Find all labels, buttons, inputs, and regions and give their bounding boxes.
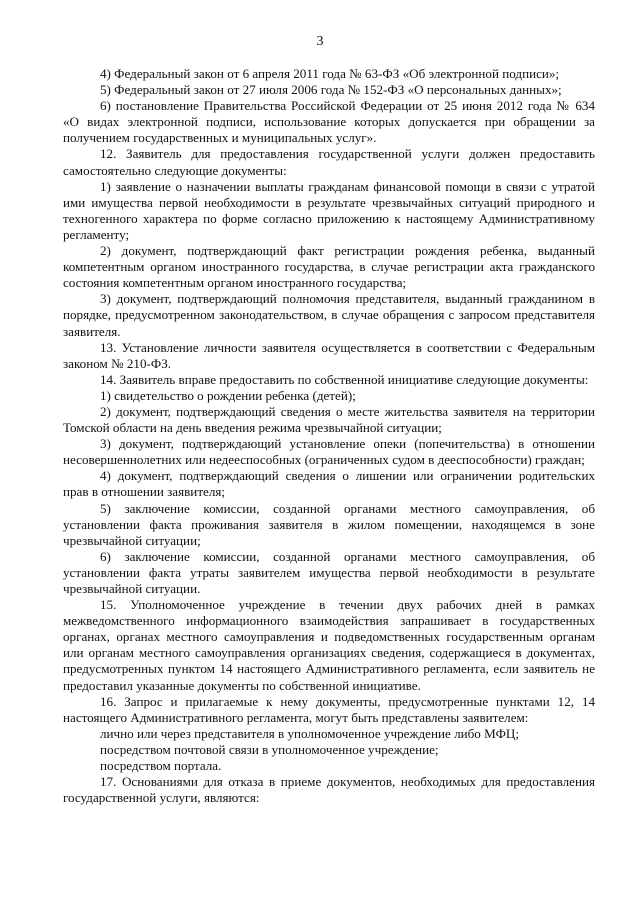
paragraph-14-item-5: 5) заключение комиссии, созданной органами местного самоуправления, об установлении факта проживания заявителя в жилом помещении, находящемся в зоне чрезвычайной ситуации;	[63, 500, 595, 548]
paragraph-law-152fz: 5) Федеральный закон от 27 июля 2006 года № 152-ФЗ «О персональных данных»;	[100, 82, 562, 98]
paragraph-16-option-portal: посредством портала.	[100, 758, 222, 774]
paragraph-12: 12. Заявитель для предоставления государственной услуги должен предоставить самостоятельно следующие документы:	[63, 146, 595, 178]
paragraph-14: 14. Заявитель вправе предоставить по собственной инициативе следующие документы:	[100, 371, 589, 387]
paragraph-14-item-2: 2) документ, подтверждающий сведения о месте жительства заявителя на территории Томской области на день введения режима чрезвычайной ситуации;	[63, 403, 595, 436]
paragraph-law-63fz: 4) Федеральный закон от 6 апреля 2011 года № 63-ФЗ «Об электронной подписи»;	[100, 66, 560, 81]
paragraph-12-item-2: 2) документ, подтверждающий факт регистрации рождения ребенка, выданный компетентным органом иностранного государства, в случае регистрации акта гражданского состояния компетентным органом иностранного государства;	[63, 243, 595, 291]
paragraph-12-item-3: 3) документ, подтверждающий полномочия представителя, выданный гражданином в порядке, предусмотренном законодательством, в случае обращения с запросом представителя заявителя.	[63, 291, 595, 339]
paragraph-16-option-post: посредством почтовой связи в уполномоченное учреждение;	[100, 741, 439, 757]
paragraph-16: 16. Запрос и прилагаемые к нему документы, предусмотренные пунктами 12, 14 настоящего Административного регламента, могут быть представлены заявителем:	[63, 693, 595, 725]
paragraph-16-option-in-person: лично или через представителя в уполномоченное учреждение либо МФЦ;	[100, 725, 520, 741]
page-number: 3	[316, 34, 324, 49]
paragraph-17: 17. Основаниями для отказа в приеме документов, необходимых для предоставления государственной услуги, являются:	[63, 774, 595, 806]
paragraph-decree-634: 6) постановление Правительства Российской Федерации от 25 июня 2012 года № 634 «О видах электронной подписи, использование которых допускается при обращении за получением государственных и муниципальных услуг».	[63, 98, 595, 146]
paragraph-14-item-4: 4) документ, подтверждающий сведения о лишении или ограничении родительских прав в отношении заявителя;	[63, 468, 595, 500]
paragraph-12-item-1: 1) заявление о назначении выплаты гражданам финансовой помощи в связи с утратой ими имущества первой необходимости в результате чрезвычайных ситуаций природного и техногенного характера по форме согласно приложению к настоящему Административному регламенту;	[63, 178, 595, 242]
paragraph-14-item-3: 3) документ, подтверждающий установление опеки (попечительства) в отношении несовершеннолетних или недееспособных (ограниченных судом в дееспособности) граждан;	[63, 436, 595, 468]
paragraph-13: 13. Установление личности заявителя осуществляется в соответствии с Федеральным законом № 210-ФЗ.	[63, 339, 595, 371]
paragraph-14-item-6: 6) заключение комиссии, созданной органами местного самоуправления, об установлении факта утраты заявителем имущества первой необходимости в результате чрезвычайной ситуации.	[63, 548, 595, 596]
paragraph-14-item-1: 1) свидетельство о рождении ребенка (детей);	[100, 387, 356, 403]
document-body	[63, 66, 595, 806]
paragraph-15: 15. Уполномоченное учреждение в течении двух рабочих дней в рамках межведомственного информационного взаимодействия запрашивает в государственных органах, органах местного самоуправления и подведомственных государственным органам или органам местного самоуправления организациях сведения, содержащиеся в документах, предусмотренных пунктом 14 настоящего Административного регламента, если заявитель не предоставил указанные документы по собственной инициативе.	[63, 597, 595, 693]
